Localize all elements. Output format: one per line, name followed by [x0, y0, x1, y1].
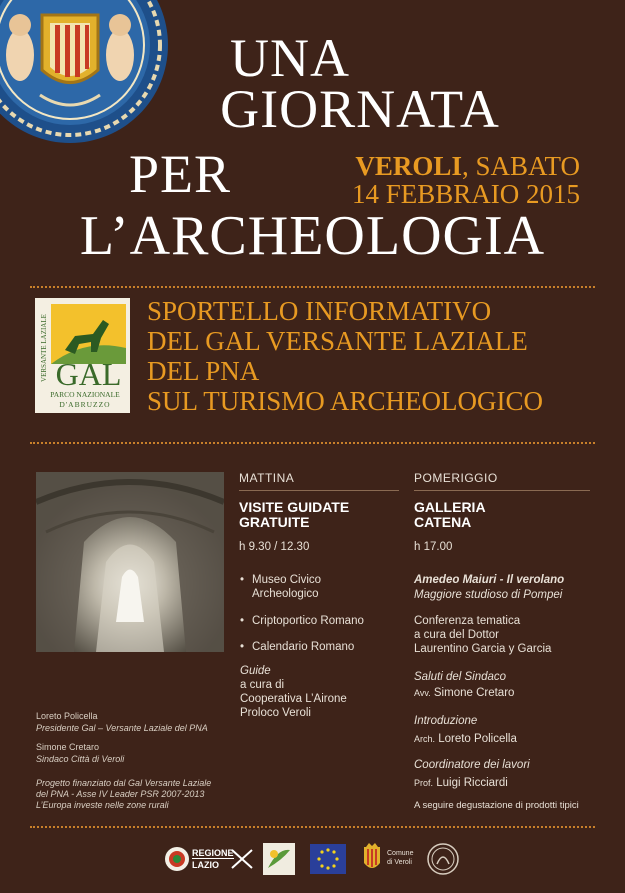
conference-line-3: Laurentino Garcia y Garcia [414, 643, 552, 655]
divider-2 [30, 442, 595, 444]
morning-item-bullet-1: • [240, 574, 245, 586]
seal-icon [426, 842, 460, 876]
gal-logo [35, 298, 130, 413]
saluti-person [414, 686, 514, 700]
guide-line-3: Proloco Veroli [240, 707, 311, 719]
leader-logo [262, 842, 296, 876]
afternoon-time: h 17.00 [414, 541, 453, 553]
comune-veroli-logo [360, 842, 420, 876]
afternoon-header-rule [414, 490, 590, 491]
divider-3 [30, 826, 595, 828]
project-line-3: L’Europa investe nelle zone rurali [36, 800, 169, 810]
event-date-place [290, 152, 580, 180]
sportello-line-1: SPORTELLO INFORMATIVO [147, 296, 492, 326]
eu-flag-logo [310, 842, 346, 876]
title-line-1: UNA [230, 28, 350, 88]
saluti-name: Simone Cretaro [433, 687, 515, 699]
project-line-1: Progetto finanziato dal Gal Versante Laziale [36, 778, 212, 788]
morning-item-1-line2: Archeologico [252, 588, 319, 600]
saluti-label: Saluti del Sindaco [414, 671, 507, 683]
guide-line-1: a cura di [240, 679, 285, 691]
morning-item-bullet-3: • [240, 641, 245, 653]
regione-line-2: LAZIO [192, 860, 219, 870]
speaker: Amedeo Maiuri - Il verolano [414, 574, 565, 586]
gal-logo-park-line1: PARCO NAZIONALE [50, 390, 120, 399]
comune-line-1: Comune [387, 850, 414, 857]
majolica-plate-decoration [0, 0, 170, 145]
comune-line-2: di Veroli [387, 859, 412, 866]
sportello-line-4: SUL TURISMO ARCHEOLOGICO [147, 386, 544, 416]
divider-1 [30, 286, 595, 288]
coordinator-label: Coordinatore dei lavori [414, 759, 530, 771]
coordinator-name: Luigi Ricciardi [436, 777, 508, 789]
guide-line-2: Cooperativa L’Airone [240, 693, 347, 705]
regione-lazio-emblem-icon [164, 846, 190, 872]
morning-item-bullet-2: • [240, 615, 245, 627]
project-line-2: del PNA - Asse IV Leader PSR 2007-2013 [36, 789, 205, 799]
title-line-2: GIORNATA [220, 79, 500, 139]
conference-line-2: a cura del Dottor [414, 629, 500, 641]
afternoon-header: POMERIGGIO [414, 471, 498, 485]
afternoon-title-line2: CATENA [414, 514, 472, 530]
morning-header: MATTINA [239, 471, 295, 485]
credit-role-2: Sindaco Città di Veroli [36, 754, 125, 764]
morning-title-line1: VISITE GUIDATE [239, 499, 350, 515]
closing-note: A seguire degustazione di prodotti tipici [414, 800, 579, 811]
seal-logo [426, 842, 460, 876]
morning-item-1-line1: Museo Civico [252, 574, 322, 586]
saluti-prefix: Avv. [414, 688, 431, 698]
event-place: VEROLI [355, 151, 462, 181]
regione-cross-icon [230, 848, 254, 870]
conference-line-1: Conferenza tematica [414, 615, 521, 627]
credit-name-2: Simone Cretaro [36, 742, 100, 752]
credit-name-1: Loreto Policella [36, 711, 98, 721]
speaker-sub: Maggiore studioso di Pompei [414, 589, 563, 601]
intro-name: Loreto Policella [438, 733, 517, 745]
morning-title-line2: GRATUITE [239, 514, 310, 530]
coordinator-prefix: Prof. [414, 778, 434, 788]
coordinator-person [414, 776, 508, 790]
morning-header-rule [239, 490, 399, 491]
sportello-line-3: DEL PNA [147, 356, 260, 386]
veroli-shield-icon [360, 843, 384, 875]
afternoon-title-line1: GALLERIA [414, 499, 486, 515]
guide-label: Guide [240, 665, 271, 677]
intro-label: Introduzione [414, 715, 478, 727]
event-date: 14 FEBBRAIO 2015 [351, 179, 580, 209]
title-line-3: PER [128, 144, 232, 204]
eu-flag-icon [310, 842, 346, 876]
regione-line-1: REGIONE [192, 848, 234, 858]
morning-item-3: Calendario Romano [252, 641, 355, 653]
cryptoporticus-photo [36, 472, 224, 652]
leader-icon [262, 842, 296, 876]
gal-logo-vertical-text: VERSANTE LAZIALE [40, 314, 48, 382]
morning-time: h 9.30 / 12.30 [239, 541, 310, 553]
intro-prefix: Arch. [414, 734, 436, 744]
credit-role-1: Presidente Gal – Versante Laziale del PNA [36, 723, 208, 733]
event-day: , SABATO [461, 151, 580, 181]
title-line-4: L’ARCHEOLOGIA [79, 205, 546, 267]
gal-logo-park-line2: D'ABRUZZO [59, 400, 111, 409]
gal-logo-big: GAL [55, 356, 122, 392]
intro-person [414, 732, 517, 746]
morning-item-2: Criptoportico Romano [252, 615, 364, 627]
sportello-line-2: DEL GAL VERSANTE LAZIALE [147, 326, 528, 356]
regione-lazio-logo [164, 842, 254, 876]
